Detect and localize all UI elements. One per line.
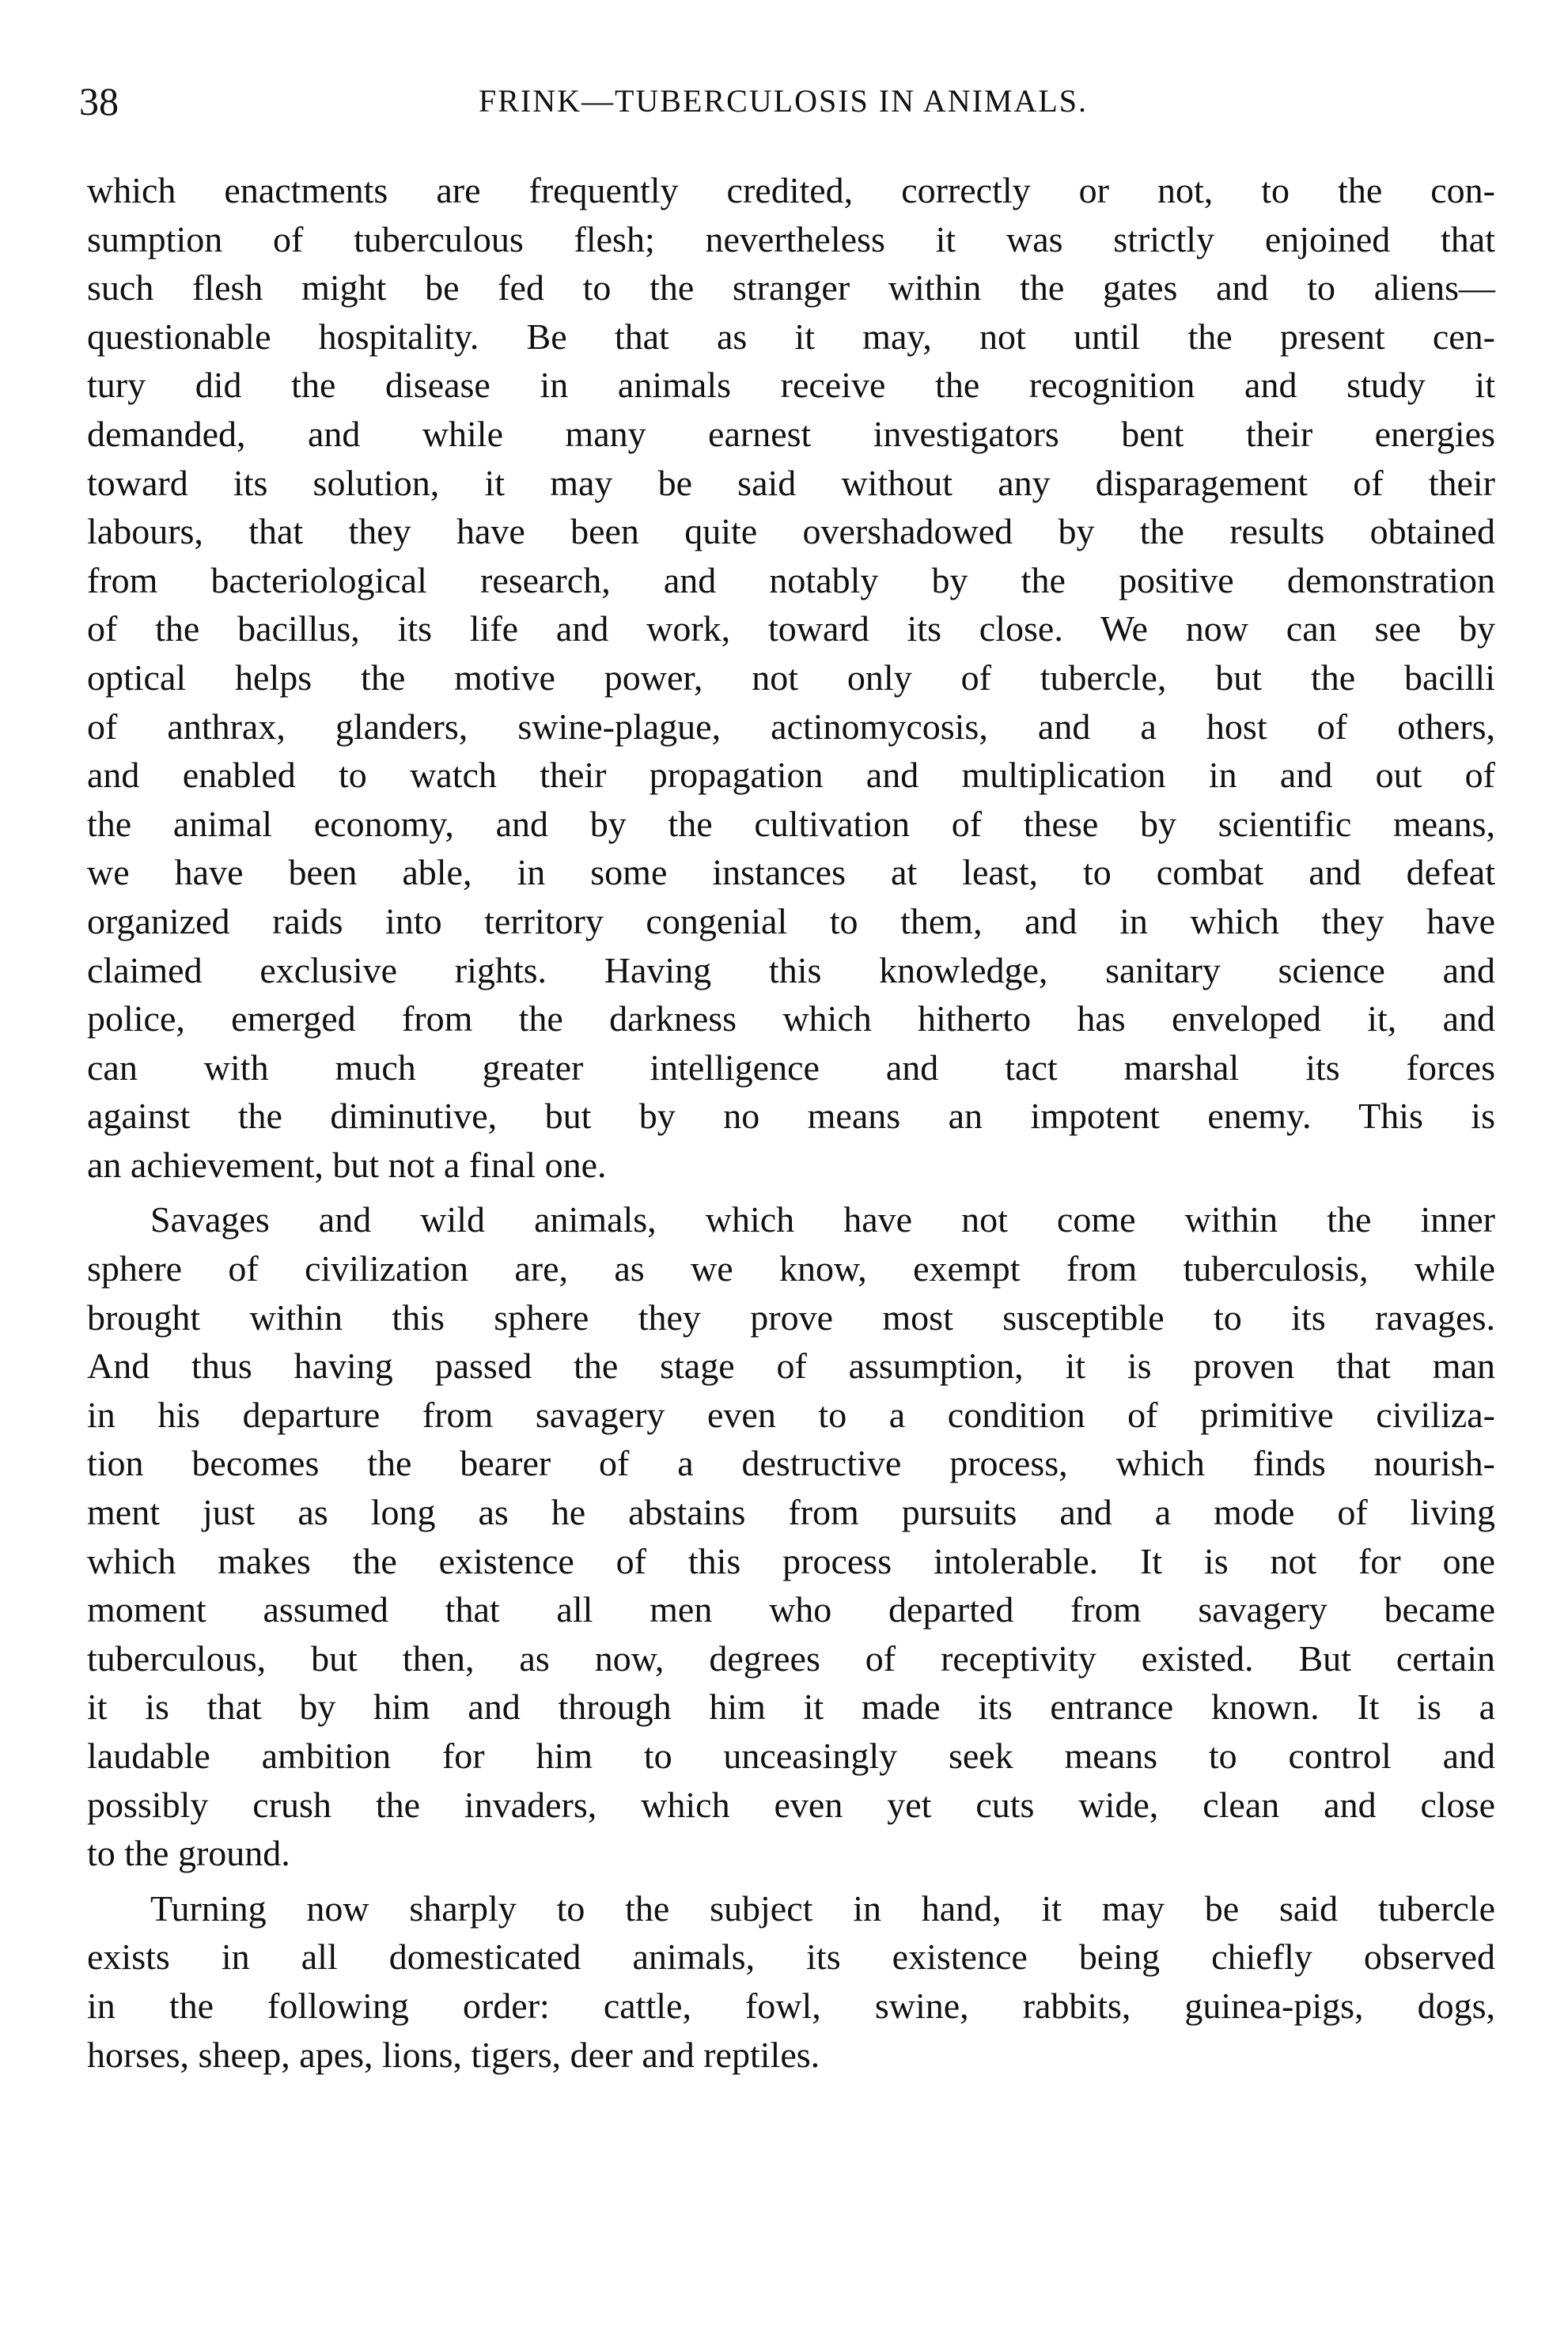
text-line: tion becomes the bearer of a destructive process, which finds nourish- xyxy=(87,1443,1495,1484)
text-line: questionable hospitality. Be that as it may, not until the present cen- xyxy=(87,316,1495,357)
text-line: an achievement, but not a final one. xyxy=(87,1144,607,1185)
text-line: claimed exclusive rights. Having this knowledge, sanitary science and xyxy=(87,949,1495,990)
text-line: of the bacillus, its life and work, toward its close. We now can see by xyxy=(87,608,1495,649)
paragraph xyxy=(87,1884,1495,2079)
paragraph xyxy=(87,1195,1495,1877)
text-line: possibly crush the invaders, which even yet cuts wide, clean and close xyxy=(87,1784,1495,1825)
page-number: 38 xyxy=(79,79,119,123)
text-line: we have been able, in some instances at least, to combat and defeat xyxy=(87,852,1495,893)
text-line: And thus having passed the stage of assumption, it is proven that man xyxy=(87,1346,1495,1387)
text-line: Turning now sharply to the subject in hand, it may be said tubercle xyxy=(150,1887,1495,1929)
text-line: optical helps the motive power, not only of tubercle, but the bacilli xyxy=(87,657,1495,698)
running-title: FRINK—TUBERCULOSIS IN ANIMALS. xyxy=(478,83,1089,119)
text-line: such flesh might be fed to the stranger within the gates and to aliens— xyxy=(87,267,1495,309)
text-line: the animal economy, and by the cultivation of these by scientific means, xyxy=(87,803,1495,844)
text-line: moment assumed that all men who departed from savagery became xyxy=(87,1589,1495,1630)
text-line: which enactments are frequently credited, correctly or not, to the con- xyxy=(87,170,1495,210)
text-line: exists in all domesticated animals, its existence being chiefly observed xyxy=(87,1937,1495,1978)
text-line: sphere of civilization are, as we know, exempt from tuberculosis, while xyxy=(87,1248,1495,1289)
text-line: organized raids into territory congenial to them, and in which they have xyxy=(87,900,1495,941)
text-line: and enabled to watch their propagation and multiplication in and out of xyxy=(87,755,1495,796)
text-line: can with much greater intelligence and tact marshal its forces xyxy=(87,1047,1495,1088)
text-line: laudable ambition for him to unceasingly seek means to control and xyxy=(87,1736,1495,1776)
text-line: demanded, and while many earnest investigators bent their energies xyxy=(87,413,1495,454)
text-line: tuberculous, but then, as now, degrees of receptivity existed. But certain xyxy=(87,1637,1495,1679)
text-line: brought within this sphere they prove most susceptible to its ravages. xyxy=(87,1297,1495,1338)
text-line: against the diminutive, but by no means an impotent enemy. This is xyxy=(87,1096,1495,1137)
text-line: horses, sheep, apes, lions, tigers, deer and reptiles. xyxy=(87,2034,820,2075)
text-line: in his departure from savagery even to a condition of primitive civiliza- xyxy=(87,1394,1495,1435)
body-text xyxy=(87,166,1495,2079)
text-line: sumption of tuberculous flesh; nevertheless it was strictly enjoined that xyxy=(87,218,1495,259)
text-line: Savages and wild animals, which have not come within the inner xyxy=(150,1199,1495,1240)
text-line: tury did the disease in animals receive the recognition and study it xyxy=(87,365,1495,406)
text-line: of anthrax, glanders, swine-plague, actinomycosis, and a host of others, xyxy=(87,706,1495,747)
text-line: it is that by him and through him it made its entrance known. It is a xyxy=(87,1687,1495,1728)
text-line: which makes the existence of this process intolerable. It is not for one xyxy=(87,1540,1495,1581)
text-line: from bacteriological research, and notably by the positive demonstration xyxy=(87,559,1495,600)
page-header xyxy=(79,70,1487,133)
text-line: in the following order: cattle, fowl, swine, rabbits, guinea-pigs, dogs, xyxy=(87,1985,1495,2026)
text-line: toward its solution, it may be said without any disparagement of their xyxy=(87,462,1495,503)
text-line: labours, that they have been quite overshadowed by the results obtained xyxy=(87,511,1495,552)
paragraph xyxy=(87,166,1495,1189)
text-line: to the ground. xyxy=(87,1833,290,1874)
text-line: police, emerged from the darkness which hitherto has enveloped it, and xyxy=(87,998,1495,1039)
text-line: ment just as long as he abstains from pursuits and a mode of living xyxy=(87,1492,1495,1533)
